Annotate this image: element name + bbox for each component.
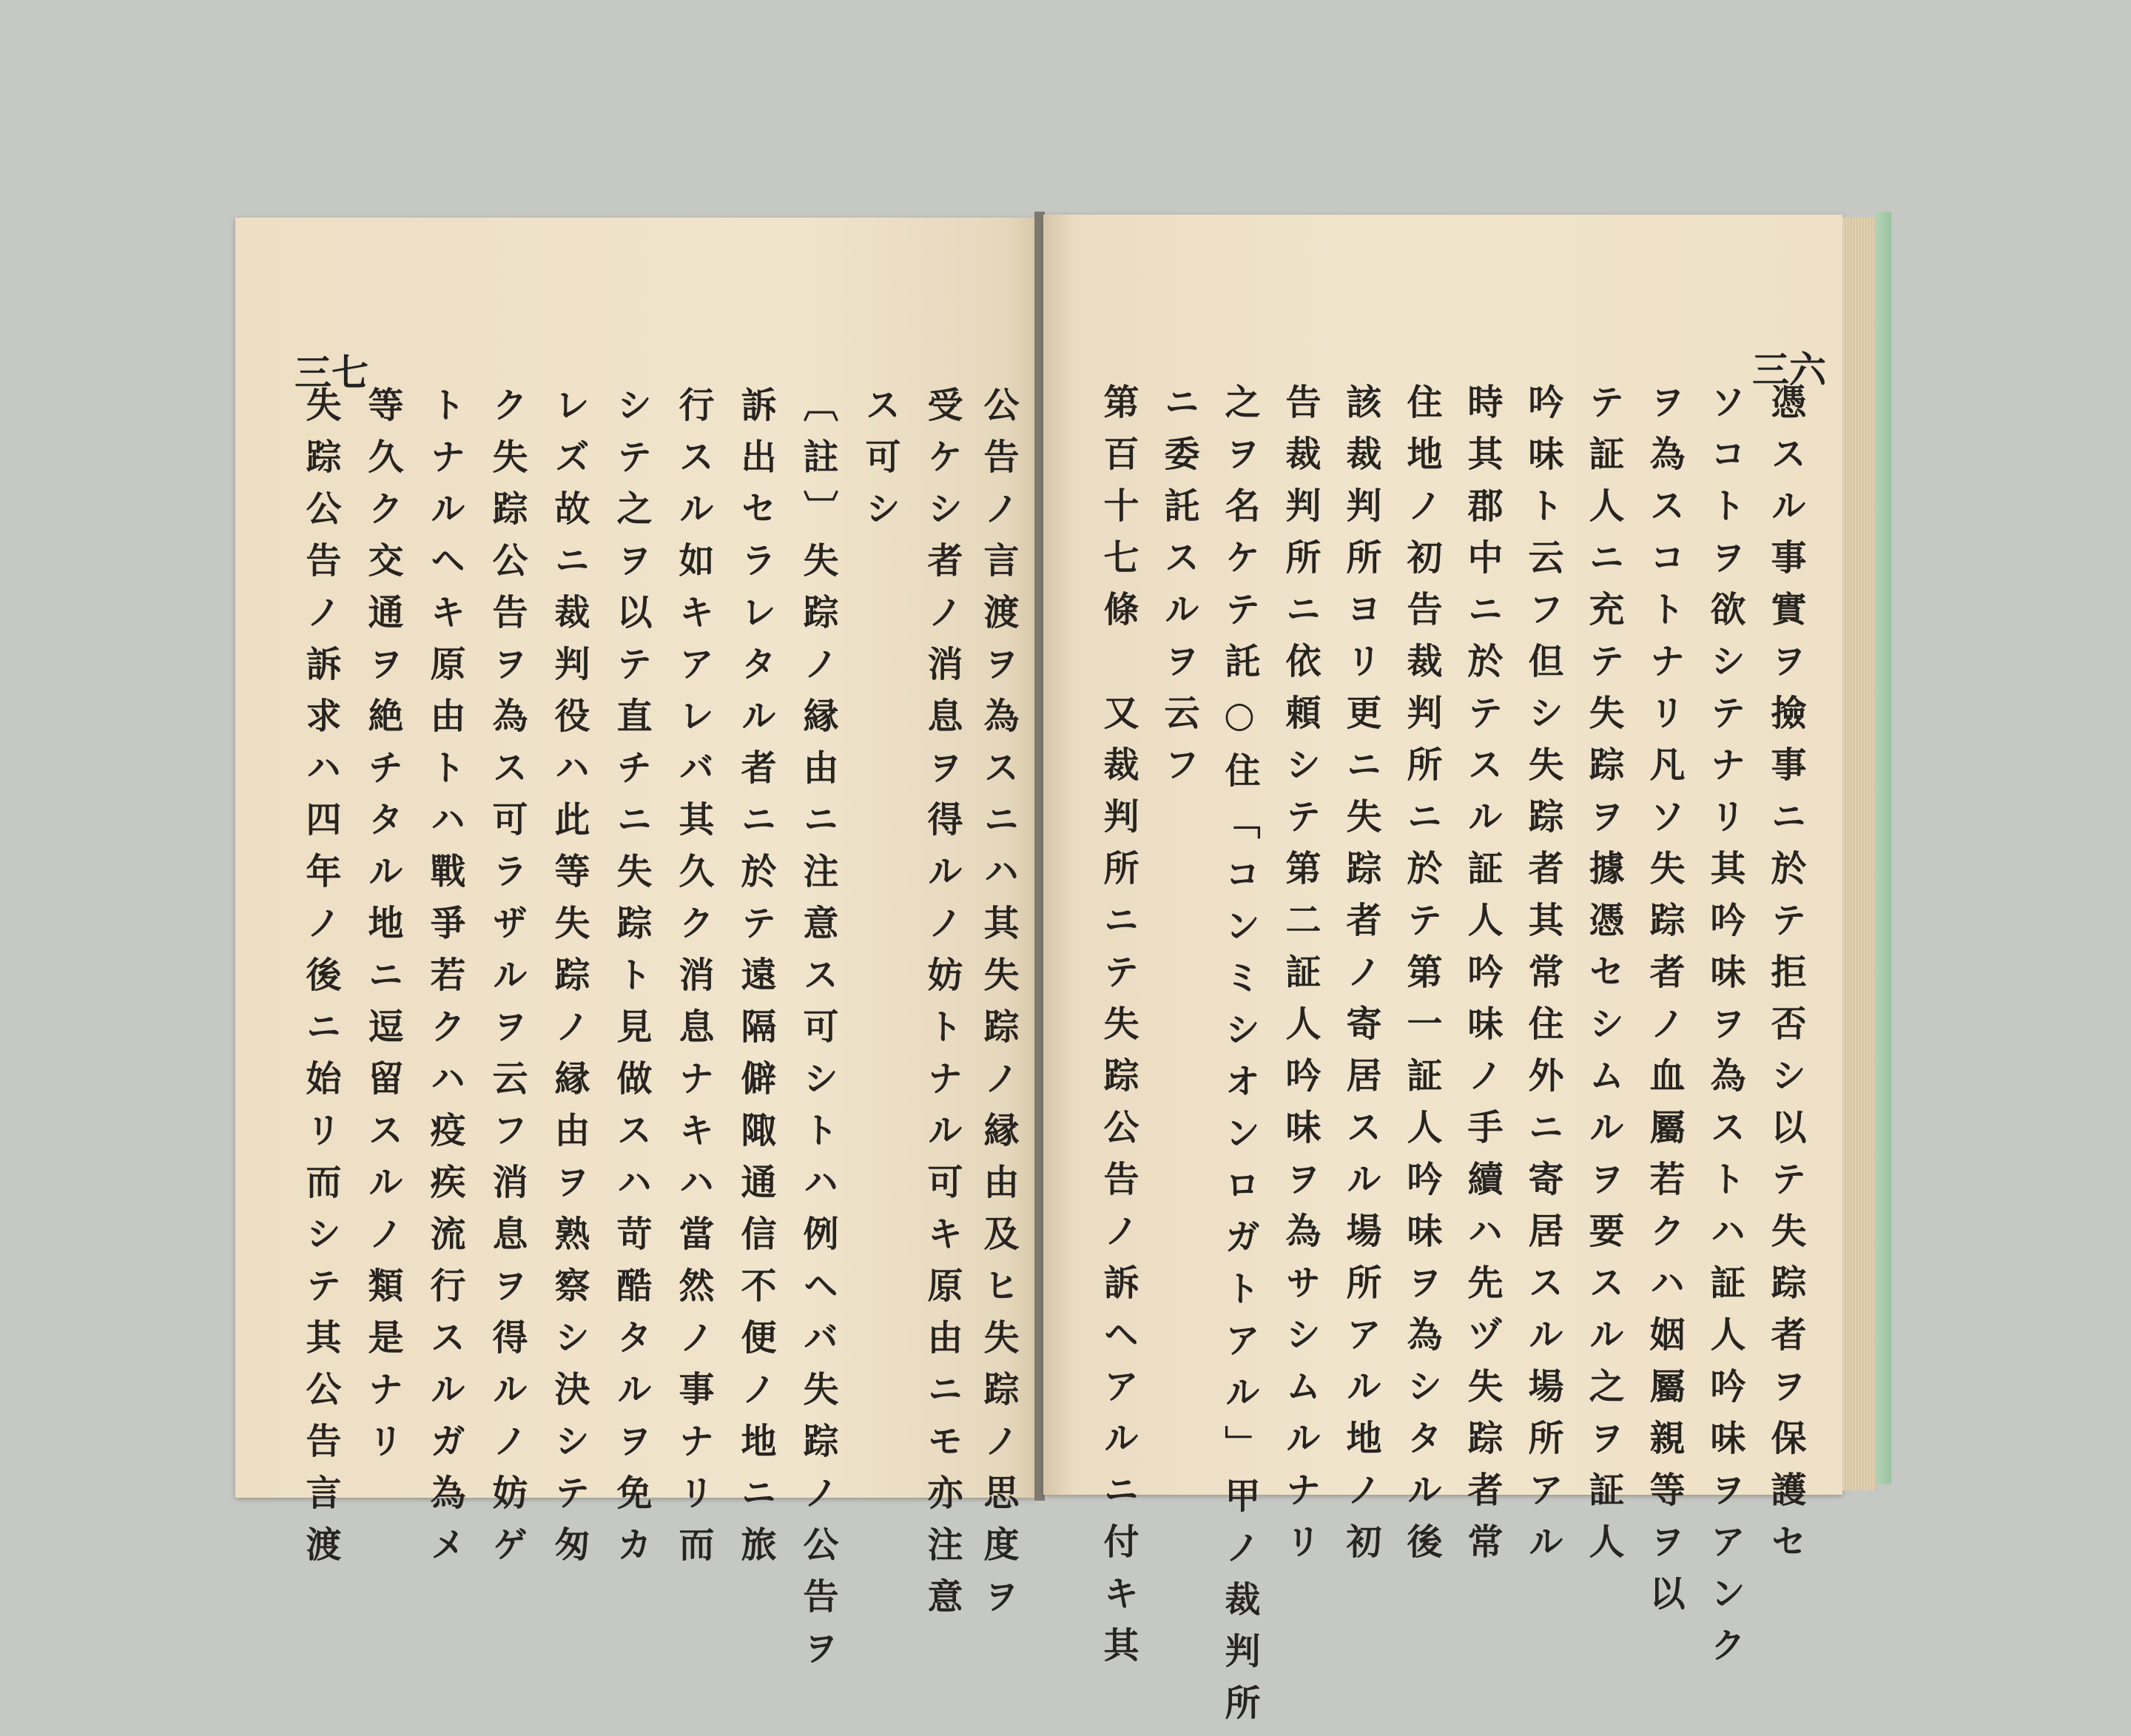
- text-column: 憑スル事實ヲ撿事ニ於テ拒否シ以テ失踪者ヲ保護セ: [1765, 383, 1806, 1575]
- text-column: 該裁判所ヨリ更ニ失踪者ノ寄居スル場所アル地ノ初: [1340, 383, 1381, 1575]
- text-column: テ証人ニ充テ失踪ヲ據憑セシムルヲ要スル之ヲ証人: [1583, 383, 1624, 1575]
- text-column: ソコトヲ欲シテナリ其吟味ヲ為ストハ証人吟味ヲアンク: [1704, 383, 1745, 1678]
- text-column: 〔註〕失踪ノ縁由ニ注意ス可シトハ例ヘバ失踪ノ公告ヲ: [797, 386, 838, 1681]
- text-column: 住地ノ初告裁判所ニ於テ第一証人吟味ヲ為シタル後: [1401, 383, 1442, 1575]
- page-edges: [1842, 218, 1875, 1490]
- text-column: 告裁判所ニ依頼シテ第二証人吟味ヲ為サシムルナリ: [1279, 383, 1321, 1575]
- text-column: 行スル如キアレバ其久ク消息ナキハ當然ノ事ナリ而: [673, 386, 714, 1578]
- text-column: 時其郡中ニ於テスル証人吟味ノ手續ハ先ヅ失踪者常: [1461, 383, 1503, 1575]
- page-number: 三七: [294, 351, 368, 394]
- page-number: 三六: [1752, 348, 1826, 391]
- text-column: ヲ為スコトナリ凡ソ失踪者ノ血屬若クハ姻屬親等ヲ以: [1643, 383, 1685, 1626]
- text-column: 受ケシ者ノ消息ヲ得ルノ妨トナル可キ原由ニモ亦注意: [921, 386, 963, 1629]
- text-column: ス可シ: [859, 386, 900, 542]
- text-column: 等久ク交通ヲ絶チタル地ニ逗留スルノ類是ナリ: [362, 386, 403, 1474]
- cover-edge: [1875, 212, 1891, 1484]
- text-column: 之ヲ名ケテ託○住「コンミシオンロガトアル」甲ノ裁判所: [1219, 383, 1260, 1736]
- text-column: ニ委託スルヲ云フ: [1158, 383, 1199, 798]
- text-column: シテ之ヲ以テ直チニ失踪ト見做スハ苛酷タルヲ免カ: [610, 386, 652, 1578]
- open-book: [235, 212, 1881, 1736]
- text-column: トナルヘキ原由トハ戰爭若クハ疫疾流行スルガ為メ: [424, 386, 465, 1578]
- text-column: 第百十七條 又裁判所ニテ失踪公告ノ訴ヘアルニ付キ其: [1097, 383, 1139, 1678]
- right-page: [1043, 215, 1842, 1736]
- text-column: 公告ノ言渡ヲ為スニハ其失踪ノ縁由及ヒ失踪ノ思度ヲ: [977, 386, 1019, 1629]
- text-column: 失踪公告ノ訴求ハ四年ノ後ニ始リ而シテ其公告言渡: [300, 386, 341, 1578]
- left-page: [235, 218, 1036, 1681]
- text-column: ク失踪公告ヲ為ス可ラザルヲ云フ消息ヲ得ルノ妨ゲ: [486, 386, 528, 1578]
- text-column: レズ故ニ裁判役ハ此等失踪ノ縁由ヲ熟察シ決シテ匆: [548, 386, 590, 1578]
- text-column: 訴出セラレタル者ニ於テ遠隔僻陬通信不便ノ地ニ旅: [735, 386, 776, 1578]
- text-column: 吟味ト云フ但シ失踪者其常住外ニ寄居スル場所アル: [1522, 383, 1563, 1575]
